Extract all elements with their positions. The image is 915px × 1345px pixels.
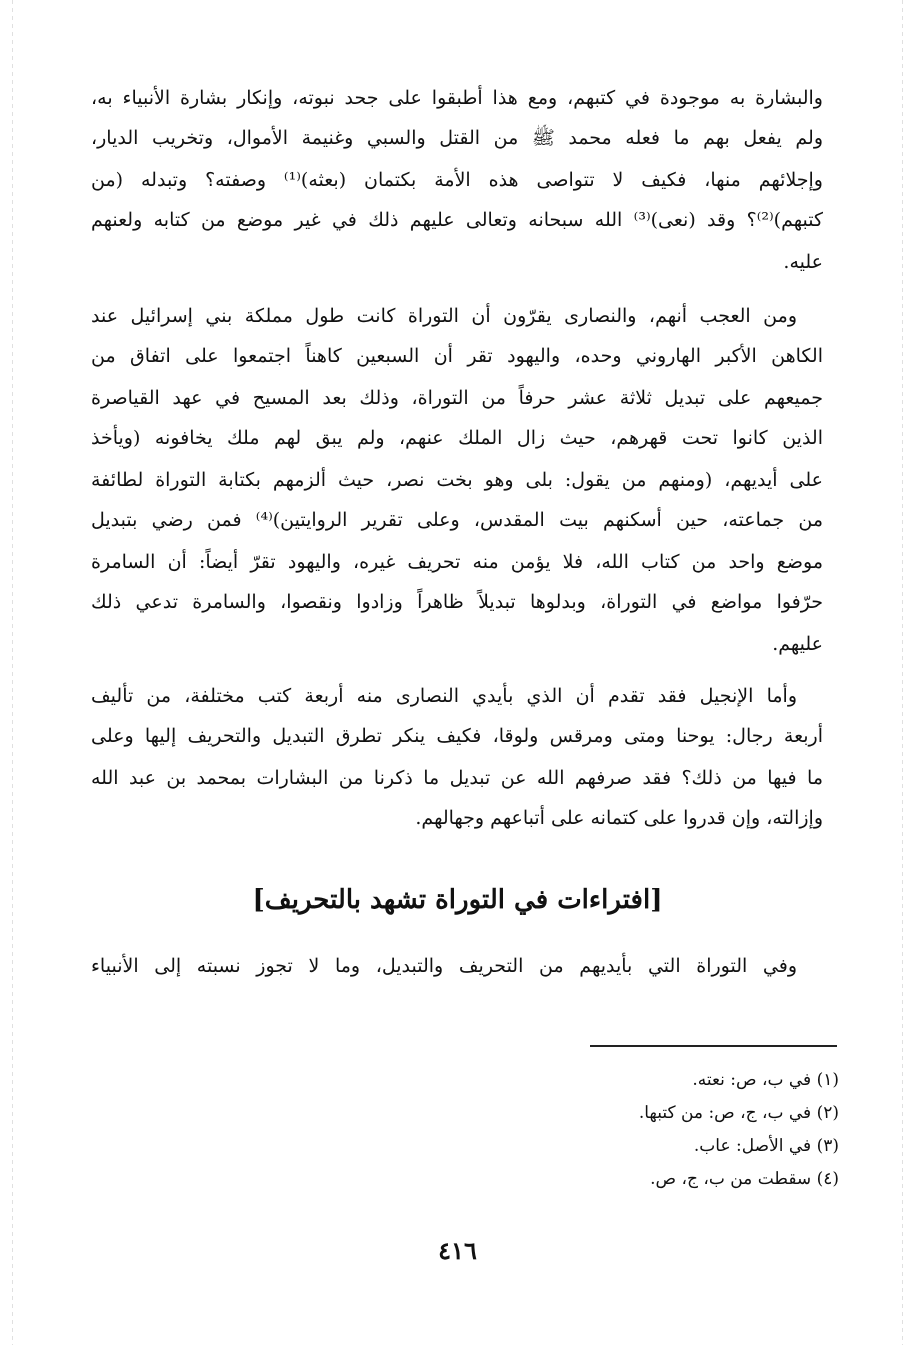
paragraph-line: ومن العجب أنهم، والنصارى يقرّون أن التوراة كانت طول مملكة بني إسرائيل عند	[91, 305, 797, 327]
paragraph-line: عليه.	[783, 251, 823, 273]
paragraph-line: عليهم.	[772, 633, 823, 655]
page-number: ٤١٦	[438, 1236, 477, 1265]
paragraph-line: حرّفوا مواضع في التوراة، وبدلوها تبديلاً ظاهراً وزادوا ونقصوا، والسامرة تدعي ذلك	[91, 591, 823, 613]
paragraph-line: وفي التوراة التي بأيديهم من التحريف والتبديل، وما لا تجوز نسبته إلى الأنبياء	[91, 955, 797, 977]
paragraph-line: وإزالته، وإن قدروا على كتمانه على أتباعهم وجهالهم.	[415, 807, 823, 829]
paragraph-line: جميعهم على تبديل ثلاثة عشر حرفاً من التوراة، وذلك بعد المسيح في عهد القياصرة	[91, 387, 823, 409]
footnote-3: (٣) في الأصل: عاب.	[693, 1136, 839, 1156]
paragraph-line: الذين كانوا تحت قهرهم، حيث زال الملك عنهم، ولم يبق لهم ملك يخافونه (ويأخذ	[91, 427, 823, 449]
footnote-separator	[590, 1045, 837, 1047]
paragraph-line: وإجلائهم منها، فكيف لا تتواصى هذه الأمة بكتمان (بعثه)⁽¹⁾ وصفته؟ وتبدله (من	[91, 169, 823, 191]
paragraph-line: ولم يفعل بهم ما فعله محمد ﷺ من القتل والسبي وغنيمة الأموال، وتخريب الديار،	[91, 127, 823, 149]
paragraph-line: على أيديهم، (ومنهم من يقول: بلى وهو بخت نصر، حيث ألزمهم بكتابة التوراة لطائفة	[91, 469, 823, 491]
paragraph-line: وأما الإنجيل فقد تقدم أن الذي بأيدي النصارى منه أربعة كتب مختلفة، من تأليف	[91, 685, 797, 707]
footnote-1: (١) في ب، ص: نعته.	[692, 1070, 839, 1090]
paragraph-line: والبشارة به موجودة في كتبهم، ومع هذا أطبقوا على جحد نبوته، وإنكار بشارة الأنبياء به،	[91, 87, 823, 109]
paragraph-line: أربعة رجال: يوحنا ومتى ومرقس ولوقا، فكيف ينكر تطرق التبديل والتحريف إليها وعلى	[91, 725, 823, 747]
paragraph-line: موضع واحد من كتاب الله، فلا يؤمن منه تحريف غيره، واليهود تقرّ أيضاً: أن السامرة	[91, 551, 823, 573]
paragraph-line: من جماعته، حين أسكنهم بيت المقدس، وعلى تقرير الروايتين)⁽⁴⁾ فمن رضي بتبديل	[91, 509, 823, 531]
scan-border-right	[902, 0, 903, 1345]
paragraph-line: الكاهن الأكبر الهاروني وحده، واليهود تقر أن السبعين كاهناً اجتمعوا على اتفاق من	[91, 345, 823, 367]
paragraph-line: كتبهم)⁽²⁾؟ وقد (نعى)⁽³⁾ الله سبحانه وتعالى عليهم ذلك في غير موضع من كتابه ولعنهم	[91, 209, 823, 231]
scan-border-left	[12, 0, 13, 1345]
footnote-4: (٤) سقطت من ب، ج، ص.	[650, 1169, 839, 1189]
section-heading: [افتراءات في التوراة تشهد بالتحريف]	[252, 885, 663, 915]
footnote-2: (٢) في ب، ج، ص: من كتبها.	[638, 1103, 839, 1123]
paragraph-line: ما فيها من ذلك؟ فقد صرفهم الله عن تبديل ما ذكرنا من البشارات بمحمد بن عبد الله	[91, 767, 823, 789]
